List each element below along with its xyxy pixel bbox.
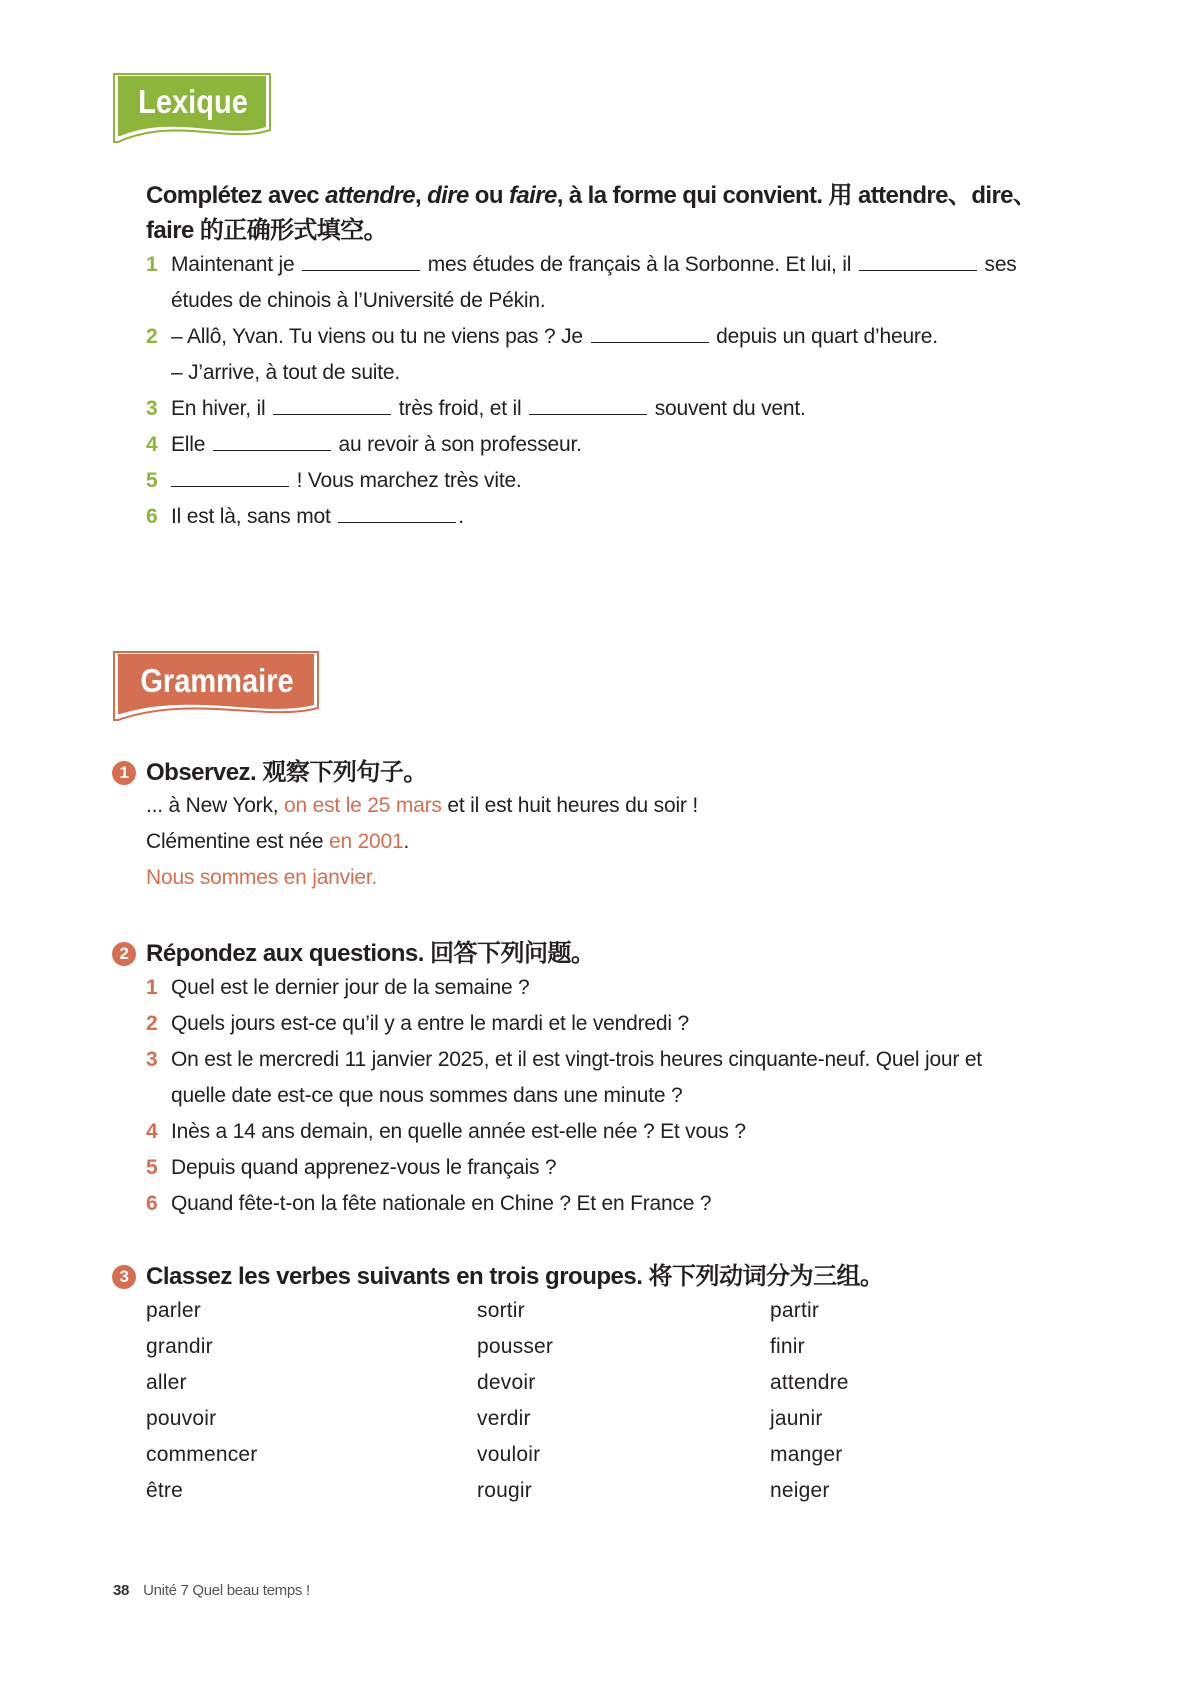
verb-word: devoir	[477, 1371, 536, 1394]
instr-part: faire 的正确形式填空。	[146, 217, 387, 244]
instr-part: ,	[414, 182, 428, 209]
verb-word: manger	[770, 1443, 843, 1466]
verb-word: parler	[146, 1299, 201, 1322]
item-number: 3	[146, 397, 158, 420]
item-text: Depuis quand apprenez-vous le français ?	[171, 1156, 557, 1179]
item-number: 3	[146, 1048, 158, 1071]
item-number: 5	[146, 469, 158, 492]
example-sentence: Nous sommes en janvier.	[146, 866, 378, 889]
item-text: On est le mercredi 11 janvier 2025, et il est vingt-trois heures cinquante-neuf. Quel jour et	[171, 1048, 982, 1071]
item-text: études de chinois à l’Université de Pékin.	[171, 289, 546, 312]
verb-word: commencer	[146, 1443, 258, 1466]
question-number-badge: 1	[112, 761, 136, 785]
fill-blank[interactable]	[529, 396, 647, 415]
verb-word: verdir	[477, 1407, 531, 1430]
highlighted-text: en 2001	[328, 830, 404, 853]
instr-part: , à la forme qui convient. 用 attendre、dire、	[556, 182, 1037, 209]
question-title: Répondez aux questions. 回答下列问题。	[146, 940, 595, 967]
verb-word: attendre	[770, 1371, 849, 1394]
verb-word: être	[146, 1479, 183, 1502]
verb-word: partir	[770, 1299, 820, 1322]
item-text: au revoir à son professeur.	[338, 433, 582, 456]
item-number: 6	[146, 1192, 158, 1215]
verb-word: neiger	[770, 1479, 830, 1502]
item-text: Quand fête-t-on la fête nationale en Chine ? Et en France ?	[171, 1192, 712, 1215]
item-number: 6	[146, 505, 158, 528]
instr-part: ou	[468, 182, 509, 209]
example-sentence	[146, 827, 409, 857]
page-footer	[113, 1582, 310, 1599]
lexique-section-tag	[112, 72, 274, 148]
item-text: .	[458, 505, 464, 528]
item-number: 4	[146, 433, 158, 456]
item-text: – Allô, Yvan. Tu viens ou tu ne viens pas ? Je	[171, 325, 583, 348]
item-text: très froid, et il	[398, 397, 522, 420]
instr-verb-dire: dire	[427, 182, 469, 209]
fill-blank[interactable]	[591, 324, 709, 343]
fill-blank[interactable]	[213, 432, 331, 451]
fill-blank[interactable]	[273, 396, 391, 415]
unit-title: Unité 7 Quel beau temps !	[143, 1582, 310, 1599]
verb-word: aller	[146, 1371, 187, 1394]
item-number: 4	[146, 1120, 158, 1143]
lexique-title: Lexique	[138, 83, 248, 120]
item-text: Elle	[171, 433, 206, 456]
verb-word: finir	[770, 1335, 805, 1358]
question-number-badge: 2	[112, 942, 136, 966]
sentence-text: Clémentine est née	[146, 830, 329, 853]
item-text: mes études de français à la Sorbonne. Et lui, il	[427, 253, 852, 276]
instr-verb-attendre: attendre	[325, 182, 415, 209]
verb-word: vouloir	[477, 1443, 541, 1466]
item-number: 2	[146, 1012, 158, 1035]
grammaire-section-tag	[112, 650, 322, 726]
example-sentence	[146, 791, 698, 821]
item-text: – J’arrive, à tout de suite.	[171, 361, 401, 384]
sentence-text: ... à New York,	[146, 794, 285, 817]
item-text: En hiver, il	[171, 397, 266, 420]
item-text: quelle date est-ce que nous sommes dans une minute ?	[171, 1084, 683, 1107]
sentence-text: et il est huit heures du soir !	[441, 794, 698, 817]
sentence-text: .	[403, 830, 410, 853]
question-title: Classez les verbes suivants en trois groupes. 将下列动词分为三组。	[146, 1263, 884, 1290]
item-text: Quels jours est-ce qu’il y a entre le mardi et le vendredi ?	[171, 1012, 689, 1035]
verb-word: sortir	[477, 1299, 525, 1322]
lexique-instruction	[146, 178, 1046, 248]
highlighted-text: on est le 25 mars	[284, 794, 442, 817]
question-title: Observez. 观察下列句子。	[146, 759, 427, 786]
grammaire-title: Grammaire	[140, 662, 294, 699]
instr-part: Complétez avec	[146, 182, 326, 209]
fill-blank[interactable]	[171, 468, 289, 487]
item-text: depuis un quart d’heure.	[716, 325, 938, 348]
verb-word: rougir	[477, 1479, 532, 1502]
item-text: Inès a 14 ans demain, en quelle année est-elle née ? Et vous ?	[171, 1120, 746, 1143]
fill-blank[interactable]	[302, 252, 420, 271]
item-text: Maintenant je	[171, 253, 295, 276]
item-number: 2	[146, 325, 158, 348]
item-text: souvent du vent.	[654, 397, 806, 420]
fill-blank[interactable]	[859, 252, 977, 271]
instr-verb-faire: faire	[509, 182, 557, 209]
item-number: 1	[146, 976, 158, 999]
page-number: 38	[113, 1582, 130, 1599]
verb-word: pouvoir	[146, 1407, 217, 1430]
item-text: Quel est le dernier jour de la semaine ?	[171, 976, 530, 999]
verb-word: jaunir	[770, 1407, 823, 1430]
item-text: Il est là, sans mot	[171, 505, 331, 528]
verb-word: pousser	[477, 1335, 554, 1358]
item-number: 1	[146, 253, 158, 276]
item-text: ! Vous marchez très vite.	[296, 469, 522, 492]
item-number: 5	[146, 1156, 158, 1179]
item-text: ses	[984, 253, 1017, 276]
fill-blank[interactable]	[338, 504, 456, 523]
verb-word: grandir	[146, 1335, 213, 1358]
question-number-badge: 3	[112, 1265, 136, 1289]
